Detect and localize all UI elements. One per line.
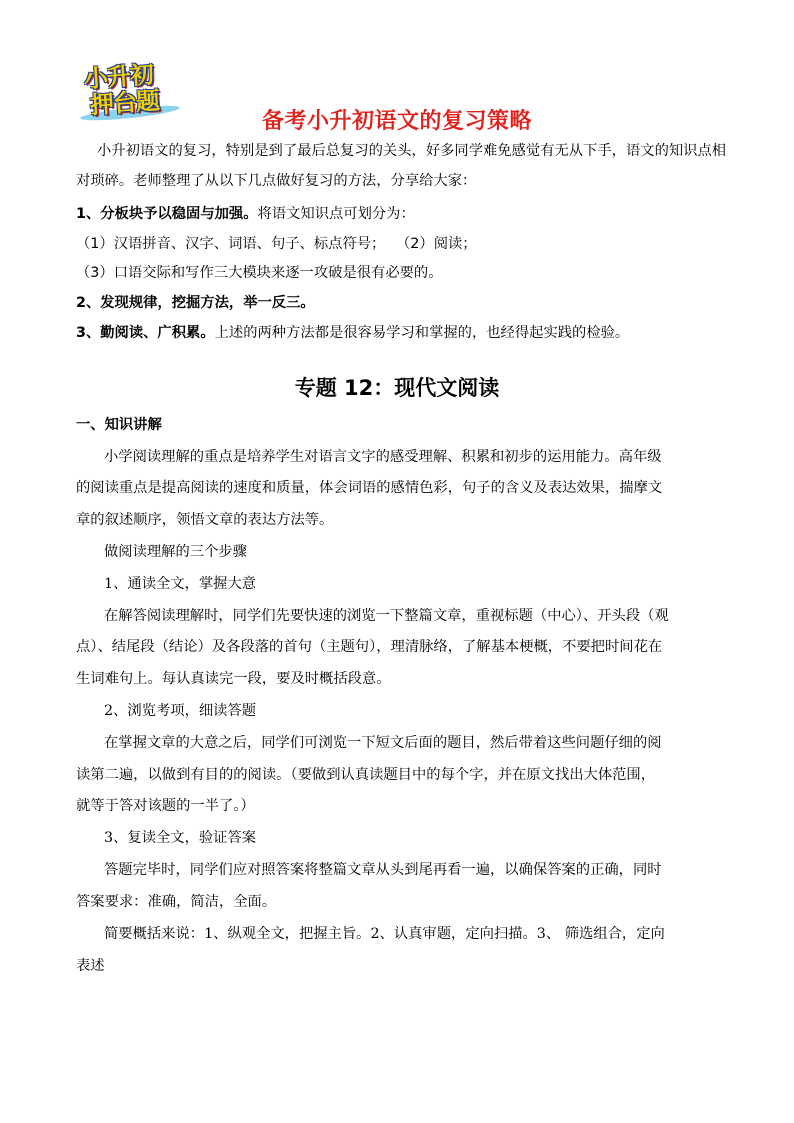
body-line: 就等于答对该题的一半了。） (76, 798, 255, 814)
intro-sub-2: （2）阅读； (396, 236, 477, 252)
intro-line-2: 对琐碎。老师整理了从以下几点做好复习的方法，分享给大家： (76, 173, 477, 189)
body-line: 答案要求：准确，简洁，全面。 (76, 894, 277, 910)
body-line: 表述 (76, 958, 105, 974)
intro-item-1-rest: 将语文知识点可划分为： (257, 206, 415, 222)
body-line: 在掌握文章的大意之后，同学们可浏览一下短文后面的题目，然后带着这些问题仔细的阅 (104, 735, 662, 751)
intro-item-3-bold: 3、勤阅读、广积累。 (76, 325, 215, 341)
intro-item-1 (76, 205, 415, 223)
logo-line2: 押台题 (89, 86, 160, 120)
topic-title: 专题 12：现代文阅读 (294, 376, 500, 400)
body-line: 答题完毕时，同学们应对照答案将整篇文章从头到尾再看一遍，以确保答案的正确，同时 (104, 862, 662, 878)
body-line: 小学阅读理解的重点是培养学生对语言文字的感受理解、积累和初步的运用能力。高年级 (104, 449, 662, 465)
body-line: 生词难句上。每认真读完一段，要及时概括段意。 (76, 671, 391, 687)
intro-sub-3: （3）口语交际和写作三大模块来逐一攻破是很有必要的。 (76, 265, 443, 281)
intro-item-3-rest: 上述的两种方法都是很容易学习和掌握的，也经得起实践的检验。 (214, 325, 630, 341)
body-line: 的阅读重点是提高阅读的速度和质量，体会词语的感情色彩，句子的含义及表达效果，揣摩文 (76, 480, 663, 496)
body-line: 点）、结尾段（结论）及各段落的首句（主题句），理清脉络，了解基本梗概，不要把时间花在 (76, 639, 663, 655)
page-title: 备考小升初语文的复习策略 (261, 109, 532, 134)
step-heading: 3、复读全文，验证答案 (104, 830, 257, 846)
body-line: 简要概括来说：1、纵观全文，把握主旨。2、认真审题，定向扫描。3、 筛选组合，定向 (104, 926, 665, 942)
body-line: 读第二遍，以做到有目的的阅读。（要做到认真读题目中的每个字，并在原文找出大体范围， (76, 767, 656, 783)
intro-item-2: 2、发现规律，挖掘方法，举一反三。 (76, 295, 315, 311)
body-line: 在解答阅读理解时，同学们先要快速的浏览一下整篇文章，重视标题（中心）、开头段（观 (104, 608, 669, 624)
logo (80, 62, 184, 122)
section-heading: 一、知识讲解 (76, 417, 162, 433)
intro-sub-1: （1）汉语拼音、汉字、词语、句子、标点符号； (76, 236, 386, 252)
body-line: 做阅读理解的三个步骤 (104, 544, 247, 560)
step-heading: 1、通读全文，掌握大意 (104, 576, 257, 592)
body-line: 章的叙述顺序，领悟文章的表达方法等。 (76, 512, 334, 528)
intro-line-1: 小升初语文的复习，特别是到了最后总复习的关头，好多同学难免感觉有无从下手，语文的知识点相 (97, 143, 727, 159)
intro-item-1-bold: 1、分板块予以稳固与加强。 (76, 206, 258, 222)
step-heading: 2、浏览考项，细读答题 (104, 703, 257, 719)
logo-line1: 小升初 (83, 60, 154, 94)
intro-item-3 (76, 324, 629, 342)
